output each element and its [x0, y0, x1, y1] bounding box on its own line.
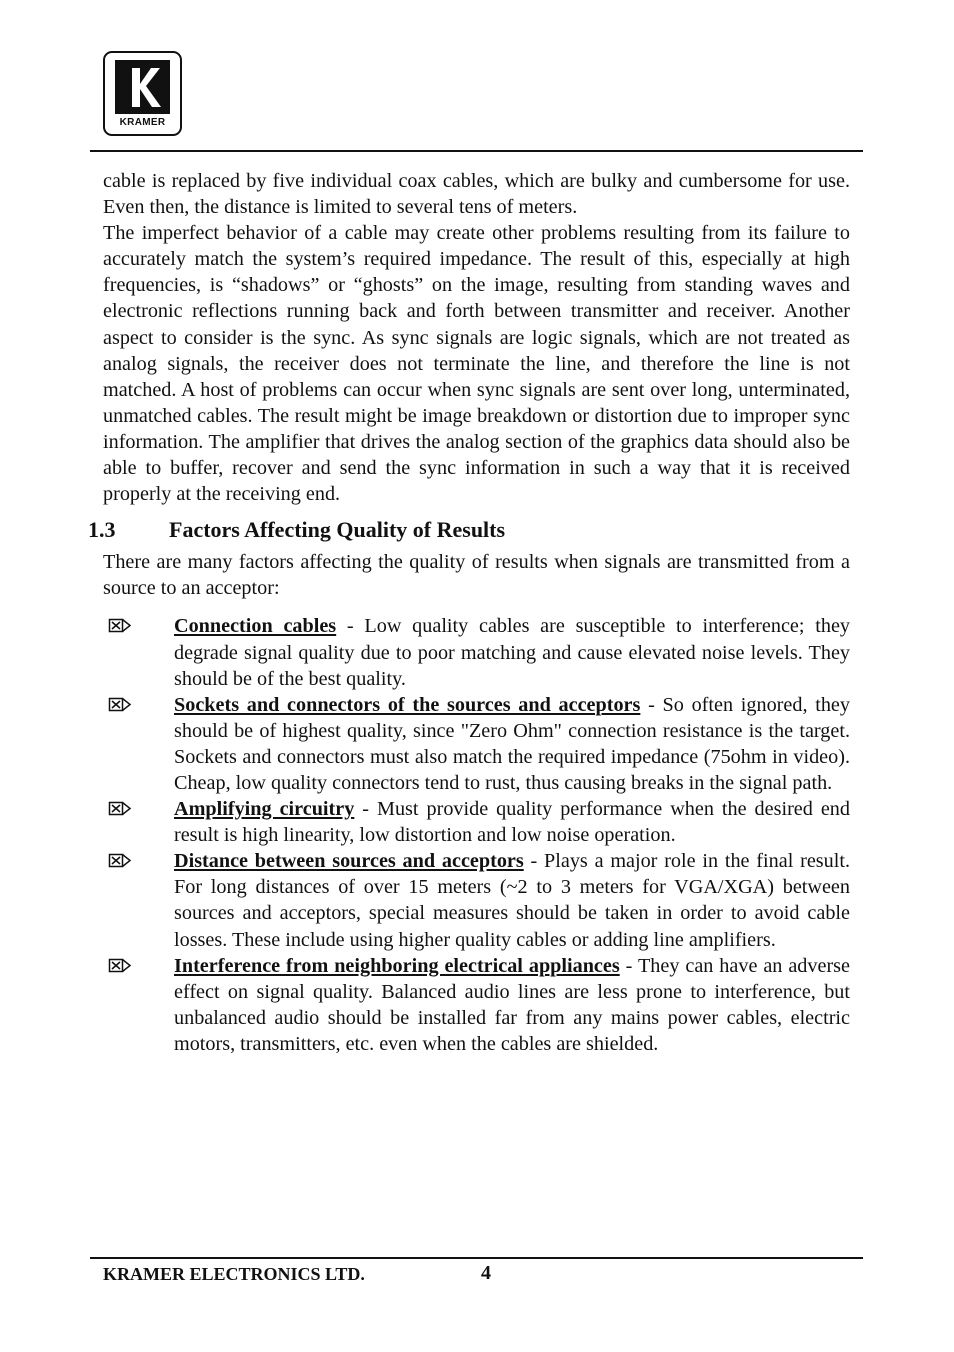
footer-company: KRAMER ELECTRONICS LTD. [103, 1264, 365, 1284]
factor-text: - So often ignored, they should be of highest quality, since "Zero Ohm" connection resistance is the target. Sockets and connectors must also match the required impedance (75ohm in video). Cheap, low quality connectors tend to rust, thus causing breaks in the signal path. [174, 693, 850, 794]
section-number: 1.3 [88, 517, 116, 543]
factor-text: - Must provide quality performance when the desired end result is high linearity, low distortion and low noise operation. [174, 798, 850, 847]
factor-text: - Plays a major role in the final result. For long distances of over 15 meters (~2 to 3 meters for VGA/XGA) between sources and acceptors, special measures should be taken in order to avoid cable losses. These include using higher quality cables or adding line amplifiers. [174, 850, 850, 951]
section-intro: There are many factors affecting the quality of results when signals are transmitted from a source to an acceptor: [103, 551, 850, 600]
list-item [103, 953, 850, 1057]
list-item [103, 692, 850, 796]
factor-term: Amplifying circuitry [174, 798, 355, 821]
arrow-box-icon [108, 798, 134, 820]
list-item [103, 848, 850, 952]
list-item [103, 613, 850, 691]
paragraph-2: The imperfect behavior of a cable may create other problems resulting from its failure to accurately match the system’s required impedance. The result of this, especially at high frequencies, is “shadows” or “ghosts” on the image, resulting from standing waves and electronic reflections running back and forth between transmitter and receiver. Another aspect to consider is the sync. As sync signals are logic signals, which are not treated as analog signals, the receiver does not terminate the line, and therefore the line is not matched. A host of problems can occur when sync signals are sent over long, unterminated, unmatched cables. The result might be image breakdown or distortion due to improper sync information. The amplifier that drives the analog section of the graphics data should also be able to buffer, recover and send the sync information in such a way that it is received properly at the receiving end. [103, 222, 850, 506]
factor-text: - They can have an adverse effect on signal quality. Balanced audio lines are less prone to interference, but unbalanced audio should be installed far from any mains power cables, electric motors, transmitters, etc. even when the cables are shielded. [174, 954, 850, 1055]
factor-list [103, 613, 850, 1057]
list-item [103, 796, 850, 848]
header-rule [90, 150, 863, 152]
kramer-k-mark-icon [115, 60, 170, 114]
arrow-box-icon [108, 955, 134, 977]
kramer-logo [103, 51, 182, 136]
arrow-box-icon [108, 850, 134, 872]
factor-term: Sockets and connectors of the sources and acceptors [174, 693, 641, 716]
arrow-box-icon [108, 615, 134, 637]
page-content [88, 168, 850, 1057]
logo-wordmark: KRAMER [119, 117, 166, 128]
factor-text: - Low quality cables are susceptible to interference; they degrade signal quality due to poor matching and cause elevated noise levels. They should be of the best quality. [174, 615, 850, 690]
arrow-box-icon [108, 694, 134, 716]
section-title: Factors Affecting Quality of Results [169, 517, 506, 543]
page-number: 4 [481, 1262, 491, 1284]
footer-rule [90, 1257, 863, 1259]
factor-term: Interference from neighboring electrical appliances [174, 954, 620, 977]
paragraph-1: cable is replaced by five individual coax cables, which are bulky and cumbersome for use. Even then, the distance is limited to several tens of meters. [103, 170, 850, 219]
section-heading [88, 515, 850, 545]
factor-term: Distance between sources and acceptors [174, 850, 524, 873]
factor-term: Connection cables [174, 615, 337, 638]
